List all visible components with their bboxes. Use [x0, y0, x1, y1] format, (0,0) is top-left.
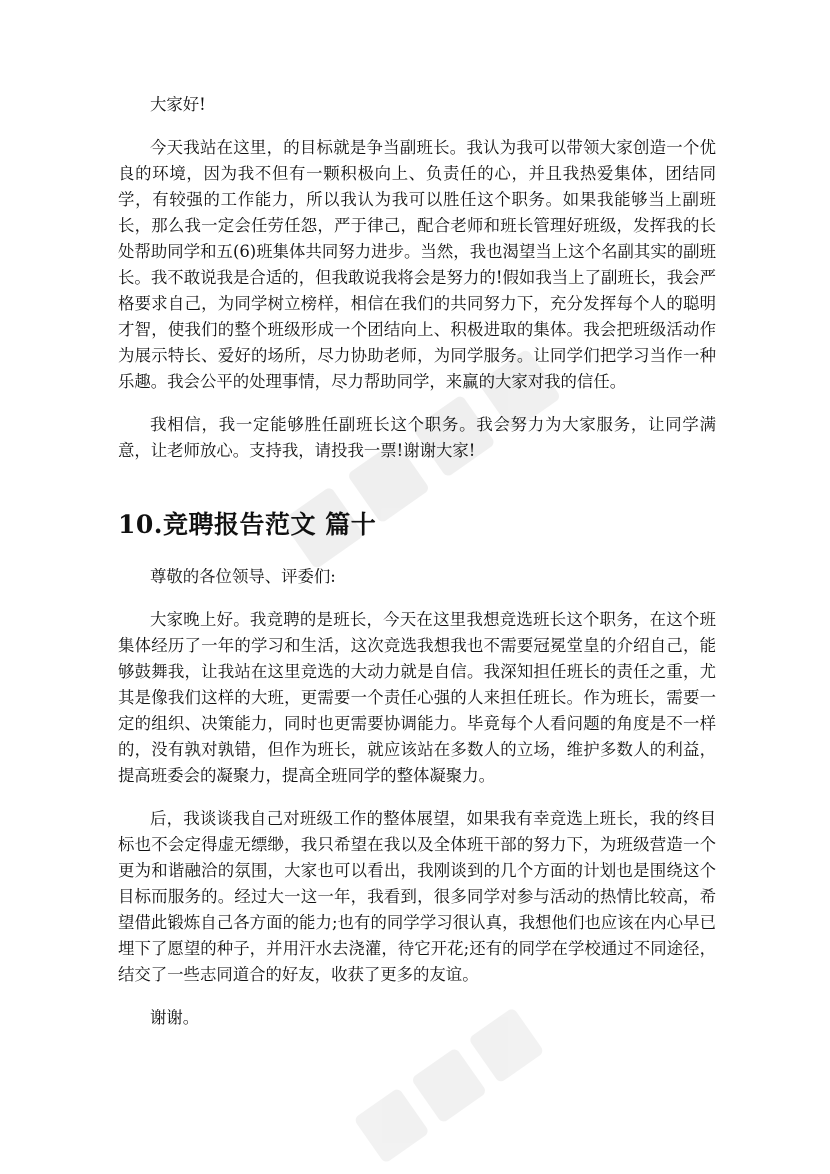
salutation-paragraph: 尊敬的各位领导、评委们:: [150, 567, 336, 586]
greeting-paragraph: 大家好!: [150, 95, 206, 114]
document-page: [118, 92, 716, 1048]
speech-body-paragraph: 今天我站在这里，的目标就是争当副班长。我认为我可以带领大家创造一个优良的环境，因为我不但有一颗积极向上、负责任的心，并且我热爱集体，团结同学，有较强的工作能力，所以我认为我可以胜任这个职务。如果我能够当上副班长，那么我一定会任劳任怨，严于律己，配合老师和班长管理好班级，发挥我的长处帮助同学和五(6)班集体共同努力进步。当然，我也渴望当上这个名副其实的副班长。我不敢说我是合适的，但我敢说我将会是努力的!假如我当上了副班长，我会严格要求自己，为同学树立榜样，相信在我们的共同努力下，充分发挥每个人的聪明才智，使我们的整个班级形成一个团结向上、积极进取的集体。我会把班级活动作为展示特长、爱好的场所，尽力协助老师，为同学服务。让同学们把学习当作一种乐趣。我会公平的处理事情，尽力帮助同学，来赢的大家对我的信任。: [118, 138, 716, 391]
campaign-paragraph-1: 大家晚上好。我竞聘的是班长，今天在这里我想竞选班长这个职务，在这个班集体经历了一年的学习和生活，这次竞选我想我也不需要冠冕堂皇的介绍自己，能够鼓舞我，让我站在这里竞选的大动力就是自信。我深知担任班长的责任之重，尤其是像我们这样的大班，更需要一个责任心强的人来担任班长。作为班长，需要一定的组织、决策能力，同时也更需要协调能力。毕竟每个人看问题的角度是不一样的，没有孰对孰错，但作为班长，就应该站在多数人的立场，维护多数人的利益，提高班委会的凝聚力，提高全班同学的整体凝聚力。: [118, 610, 716, 785]
speech-closing-paragraph: 我相信，我一定能够胜任副班长这个职务。我会努力为大家服务，让同学满意，让老师放心。支持我，请投我一票!谢谢大家!: [118, 415, 716, 460]
section-heading: 10.竞聘报告范文 篇十: [118, 510, 377, 539]
campaign-paragraph-2: 后，我谈谈我自己对班级工作的整体展望，如果我有幸竞选上班长，我的终目标也不会定得虚无缥缈，我只希望在我以及全体班干部的努力下，为班级营造一个更为和谐融洽的氛围，大家也可以看出，我刚谈到的几个方面的计划也是围绕这个目标而服务的。经过大一这一年，我看到，很多同学对参与活动的热情比较高，希望借此锻炼自己各方面的能力;也有的同学学习很认真，我想他们也应该在内心早已埋下了愿望的种子，并用汗水去浇灌，待它开花;还有的同学在学校通过不同途径，结交了一些志同道合的好友，收获了更多的友谊。: [118, 809, 716, 984]
thanks-paragraph: 谢谢。: [150, 1008, 200, 1027]
